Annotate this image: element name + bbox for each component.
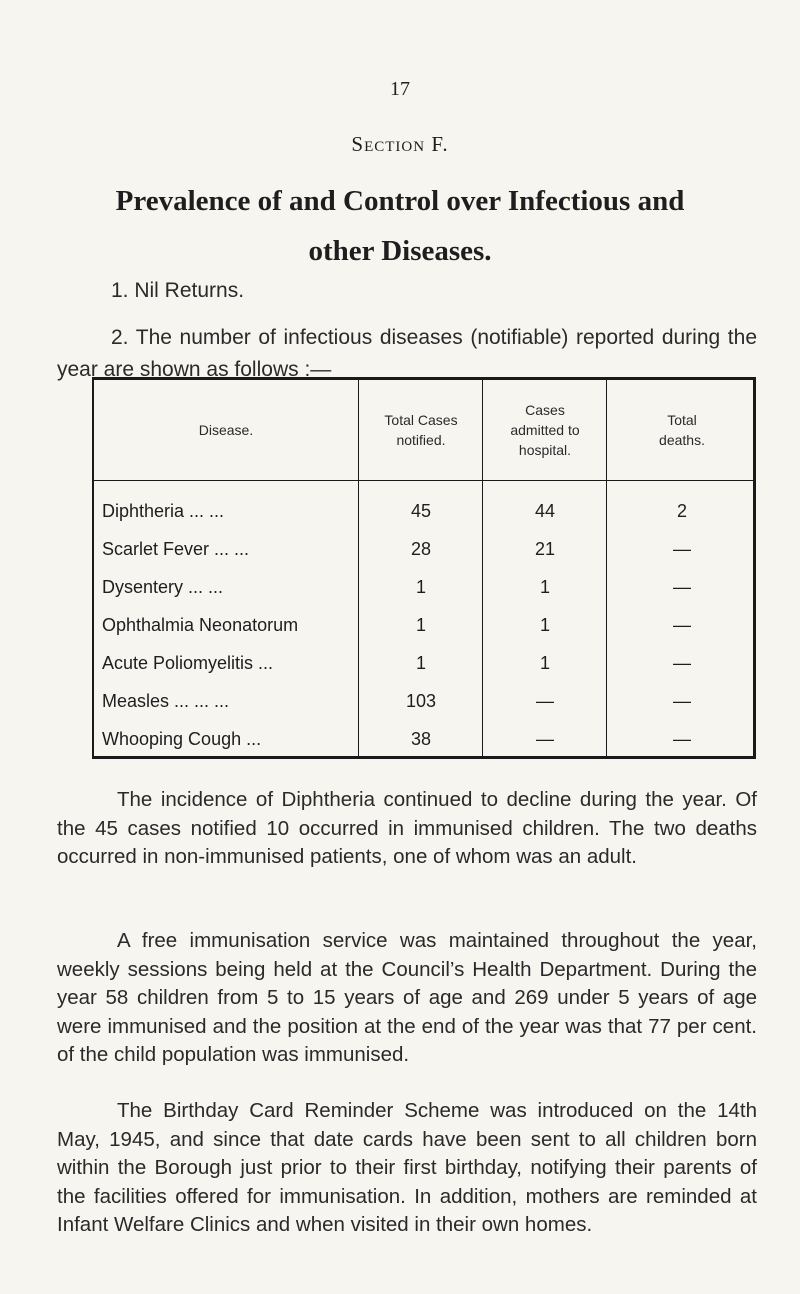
cases-admitted: 1	[539, 653, 550, 673]
page-title	[60, 176, 740, 276]
cases-admitted: —	[536, 729, 554, 749]
table-row	[94, 720, 753, 758]
cases-admitted: —	[536, 691, 554, 711]
cases-notified: 1	[415, 615, 426, 635]
table-row	[94, 644, 753, 682]
table-row	[94, 682, 753, 720]
cases-admitted: 44	[534, 501, 556, 521]
table-row	[94, 568, 753, 606]
header-total-cases: Total Cases notified.	[384, 412, 458, 448]
disease-name: Diphtheria ... ...	[102, 501, 225, 521]
cases-notified: 1	[415, 653, 426, 673]
paragraph-immunisation: A free immunisation service was maintained throughout the year, weekly sessions being held at the Council’s Health Department. During the year 58 children from 5 to 15 years of age and 269 under 5 years of age were immunised and the position at the end of the year was that 77 per cent. of the child population was immunised.	[57, 929, 757, 1066]
cases-notified: 1	[415, 577, 426, 597]
disease-name: Scarlet Fever ... ...	[102, 539, 250, 559]
total-deaths: —	[673, 729, 691, 749]
item-1-text: 1. Nil Returns.	[111, 279, 245, 302]
total-deaths: —	[673, 539, 691, 559]
total-deaths: —	[673, 577, 691, 597]
disease-name: Dysentery ... ...	[102, 577, 224, 597]
header-disease: Disease.	[198, 422, 254, 438]
table-row	[94, 492, 753, 530]
cases-admitted: 1	[539, 615, 550, 635]
paragraph-diphtheria: The incidence of Diphtheria continued to decline during the year. Of the 45 cases notified 10 occurred in immunised children. The two deaths occurred in non-immunised patients, one of whom was an adult.	[57, 788, 757, 868]
total-deaths: —	[673, 653, 691, 673]
total-deaths: 2	[676, 501, 687, 521]
disease-name: Whooping Cough ...	[102, 729, 262, 749]
page-number: 17	[390, 78, 410, 100]
section-heading: Section F.	[351, 132, 449, 156]
cases-notified: 38	[410, 729, 432, 749]
header-deaths: Total deaths.	[659, 412, 705, 448]
total-deaths: —	[673, 615, 691, 635]
title-line-2: other Diseases.	[308, 235, 492, 267]
disease-table	[92, 377, 756, 759]
cases-notified: 45	[410, 501, 432, 521]
table-row	[94, 606, 753, 644]
disease-name: Measles ... ... ...	[102, 691, 230, 711]
item-2-text: 2. The number of infectious diseases (notifiable) reported during the year are shown as follows :—	[57, 326, 757, 381]
cases-notified: 28	[410, 539, 432, 559]
disease-name: Ophthalmia Neonatorum	[102, 615, 299, 635]
total-deaths: —	[673, 691, 691, 711]
table-row	[94, 530, 753, 568]
disease-name: Acute Poliomyelitis ...	[102, 653, 274, 673]
item-nil-returns	[57, 275, 757, 307]
cases-notified: 103	[405, 691, 437, 711]
header-admitted: Cases admitted to hospital.	[510, 402, 580, 458]
title-line-1: Prevalence of and Control over Infectious and	[115, 185, 685, 217]
paragraph-birthday-card: The Birthday Card Reminder Scheme was introduced on the 14th May, 1945, and since that date cards have been sent to all children born within the Borough just prior to their first birthday, notifying their parents of the facilities offered for immunisation. In addition, mothers are reminded at Infant Welfare Clinics and when visited in their own homes.	[57, 1099, 757, 1236]
cases-admitted: 1	[539, 577, 550, 597]
cases-admitted: 21	[534, 539, 556, 559]
